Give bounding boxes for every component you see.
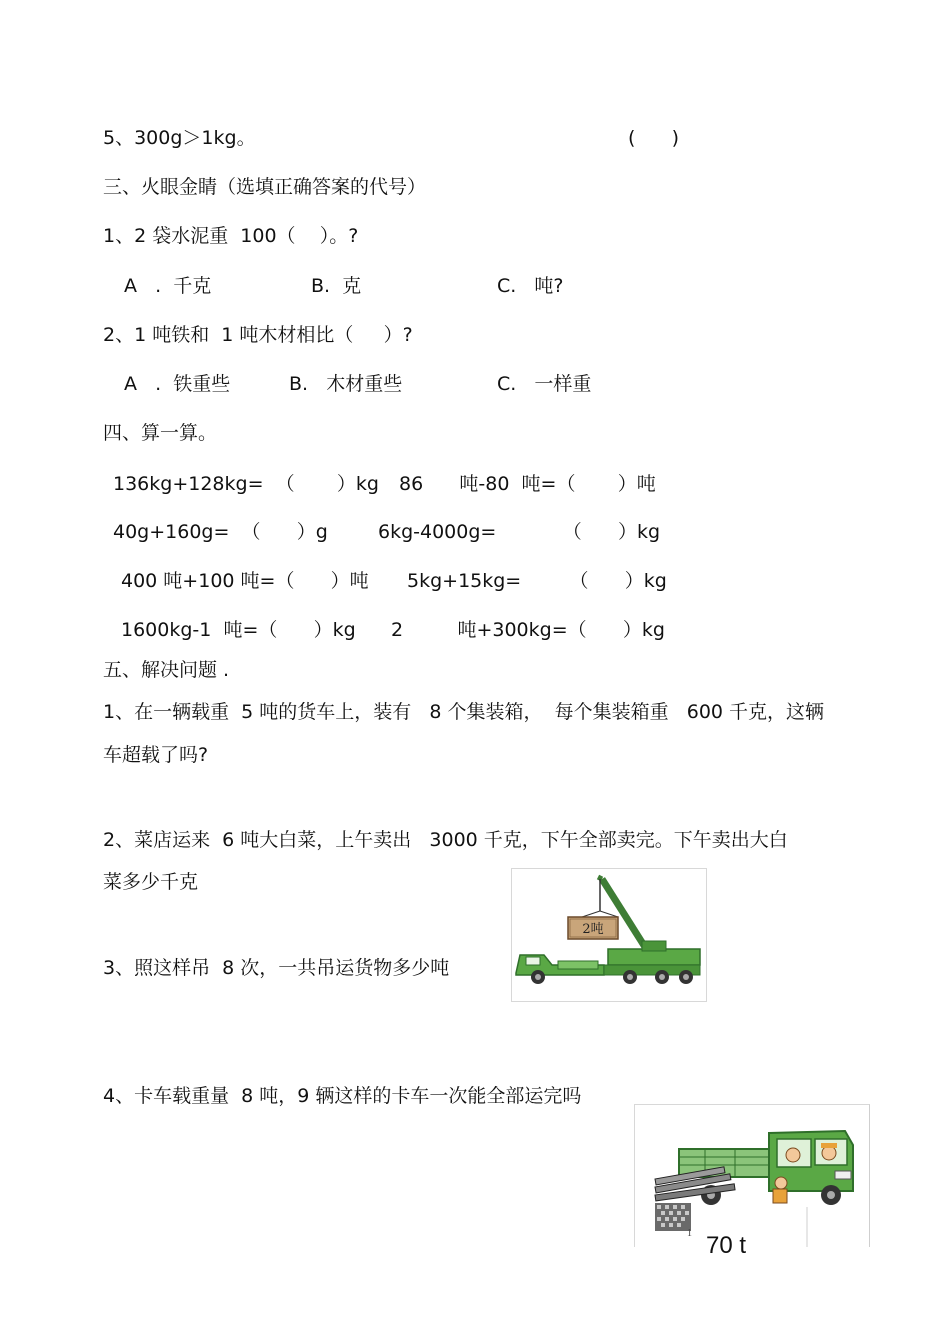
- mc-1-option-b: B. 克: [311, 275, 362, 297]
- calc-item: 5kg+15kg= （ ）kg: [407, 570, 667, 592]
- mc-1-option-a: A . 千克: [124, 275, 212, 297]
- problem-1-line-1: 1、在一辆载重 5 吨的货车上，装有 8 个集装箱， 每个集装箱重 600 千克，这辆: [103, 701, 825, 723]
- problem-1-line-2: 车超载了吗?: [103, 744, 209, 766]
- calc-item: 86 吨-80 吨=（ ）吨: [399, 473, 656, 495]
- cargo-truck-image: [634, 1104, 870, 1247]
- crane-truck-image: [511, 868, 707, 1002]
- mc-question-1: 1、2 袋水泥重 100（ ）。?: [103, 225, 359, 247]
- calc-item: 40g+160g= （ ）g: [113, 521, 328, 543]
- section-5-title: 五、解决问题 .: [103, 659, 230, 681]
- problem-2-line-1: 2、菜店运来 6 吨大白菜，上午卖出 3000 千克，下午全部卖完。下午卖出大白: [103, 829, 788, 851]
- crane-truck-icon: [512, 869, 706, 1001]
- section-4-title: 四、算一算。: [103, 422, 218, 444]
- mc-1-option-c: C. 吨?: [497, 275, 564, 297]
- section-3-title: 三、火眼金睛（选填正确答案的代号）: [103, 176, 427, 198]
- problem-2-line-2: 菜多少千克: [103, 871, 199, 893]
- question-5-text: 5、300g＞1kg。: [103, 127, 256, 149]
- mc-2-option-b: B. 木材重些: [289, 373, 403, 395]
- cargo-weight-label: 70 t: [706, 1232, 747, 1259]
- page-mark: 1: [687, 1228, 692, 1239]
- mc-2-option-a: A . 铁重些: [124, 373, 231, 395]
- calc-item: 136kg+128kg= （ ）kg: [113, 473, 379, 495]
- problem-3-text: 3、照这样吊 8 次，一共吊运货物多少吨: [103, 957, 450, 979]
- problem-4-text: 4、卡车载重量 8 吨，9 辆这样的卡车一次能全部运完吗: [103, 1085, 582, 1107]
- calc-item: 400 吨+100 吨=（ ）吨: [121, 570, 369, 592]
- crane-cargo-label: 2吨: [582, 922, 604, 937]
- answer-blank: ( ): [628, 127, 680, 149]
- cargo-truck-icon: [635, 1105, 869, 1247]
- calc-item: 2 吨+300kg=（ ）kg: [391, 619, 665, 641]
- mc-2-option-c: C. 一样重: [497, 373, 592, 395]
- mc-question-2: 2、1 吨铁和 1 吨木材相比（ ）?: [103, 324, 413, 346]
- calc-item: 6kg-4000g= （ ）kg: [378, 521, 661, 543]
- calc-item: 1600kg-1 吨=（ ）kg: [121, 619, 356, 641]
